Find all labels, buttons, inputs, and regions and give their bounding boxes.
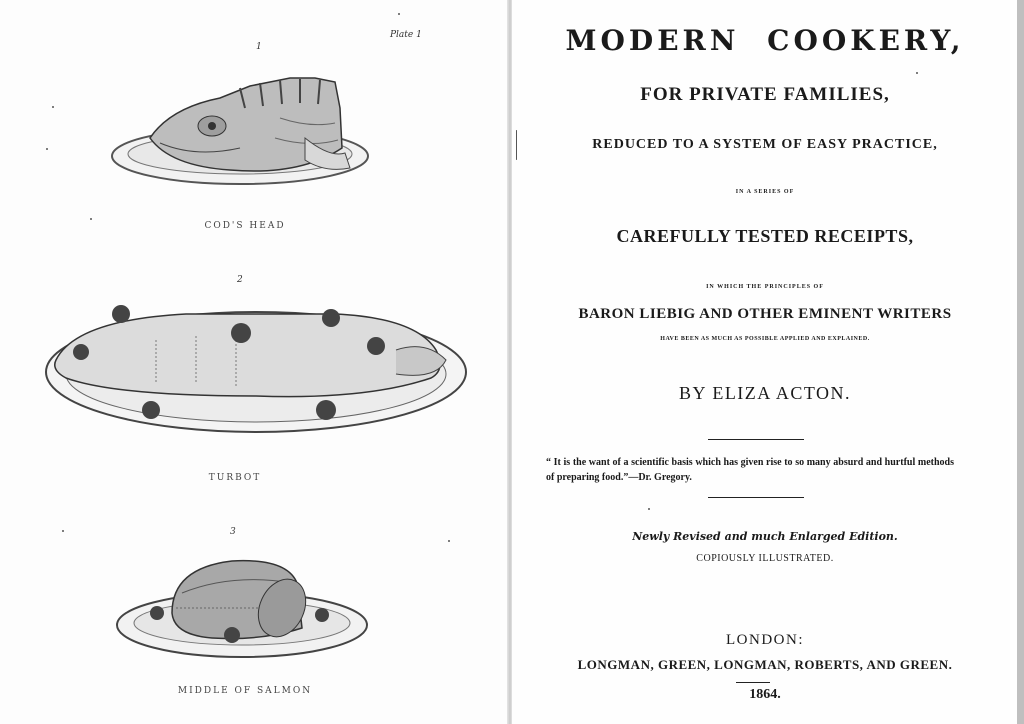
right-page-title: [512, 0, 1018, 724]
paper-speck: [52, 106, 54, 108]
paper-speck: [398, 13, 400, 15]
paper-speck: [46, 148, 48, 150]
rule-bottom: [708, 497, 804, 498]
epigraph-quote: “ It is the want of a scientific basis which has given rise to so many absurd and hurtful methods of preparing food.”—Dr. Gregory.: [546, 457, 954, 483]
writers-line: BARON LIEBIG AND OTHER EMINENT WRITERS: [578, 306, 952, 322]
salmon-illustration: [112, 553, 382, 663]
paper-speck: [916, 72, 918, 74]
edition-line: Newly Revised and much Enlarged Edition.: [632, 530, 898, 543]
receipts-line: CAREFULLY TESTED RECEIPTS,: [616, 226, 914, 246]
author-line: BY ELIZA ACTON.: [678, 383, 851, 403]
imprint-publisher: LONGMAN, GREEN, LONGMAN, ROBERTS, AND GREEN.: [577, 657, 953, 672]
imprint-city: LONDON:: [726, 632, 804, 648]
paper-speck: [62, 530, 64, 532]
page-edge: [1017, 0, 1024, 724]
paper-speck: [90, 218, 92, 220]
paper-speck: [516, 130, 517, 160]
year-rule: [736, 682, 770, 683]
figure-number-1: 1: [256, 42, 262, 52]
book-subtitle: FOR PRIVATE FAMILIES,: [640, 84, 890, 105]
figure-number-2: 2: [237, 275, 243, 285]
applied-line: HAVE BEEN AS MUCH AS POSSIBLE APPLIED AND EXPLAINED.: [660, 336, 870, 342]
caption-salmon: MIDDLE OF SALMON: [177, 686, 313, 696]
plate-label: Plate 1: [390, 30, 422, 40]
cods-head-illustration: [100, 68, 390, 198]
illustrated-line: COPIOUSLY ILLUSTRATED.: [696, 553, 834, 564]
paper-speck: [648, 508, 650, 510]
paper-speck: [448, 540, 450, 542]
rule-top: [708, 439, 804, 440]
imprint-year: 1864.: [749, 687, 781, 702]
series-line: IN A SERIES OF: [735, 189, 795, 195]
principles-line: IN WHICH THE PRINCIPLES OF: [706, 284, 824, 290]
book-subtitle-2: REDUCED TO A SYSTEM OF EASY PRACTICE,: [592, 137, 938, 152]
caption-cods-head: COD'S HEAD: [204, 221, 286, 231]
caption-turbot: TURBOT: [208, 473, 262, 483]
turbot-illustration: [36, 300, 476, 440]
left-page-plate: [0, 0, 508, 724]
book-title: MODERN COOKERY,: [565, 24, 965, 57]
figure-number-3: 3: [230, 527, 236, 537]
